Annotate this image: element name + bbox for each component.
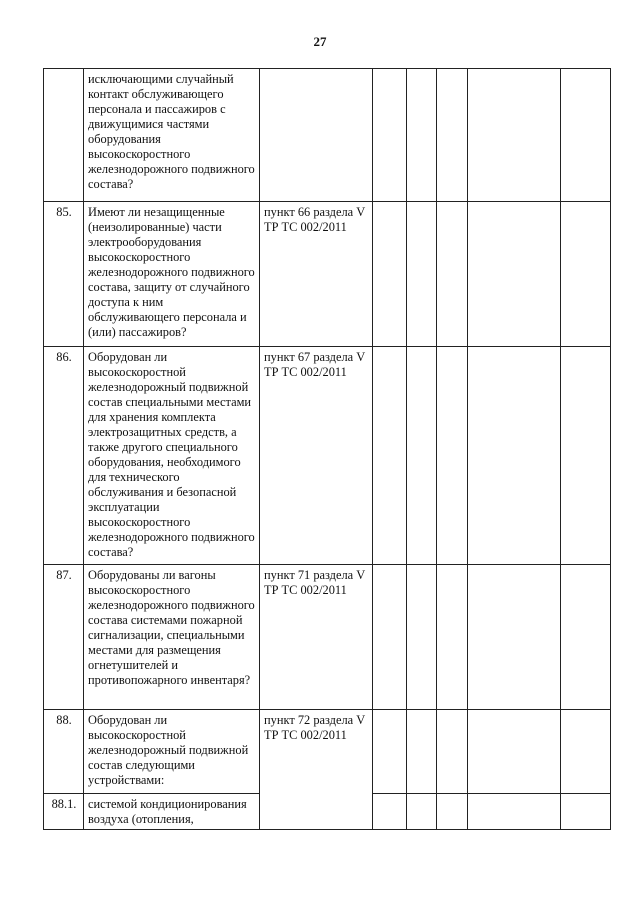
answer-not-applicable-cell [437, 347, 468, 565]
legal-reference: пункт 67 раздела V ТР ТС 002/2011 [260, 347, 373, 565]
row-number: 88. [44, 710, 84, 794]
extra-cell [561, 69, 611, 202]
requirement-question: Оборудован ли высокоскоростной железнодорожный подвижной состав специальными местами для хранения комплекта электрозащитных средств, а также другого специального оборудования, необходимого для технического обслуживания и безопасной эксплуатации высокоскоростного железнодорожного подвижного состава? [84, 347, 260, 565]
row-number: 88.1. [44, 794, 84, 830]
extra-cell [561, 202, 611, 347]
answer-not-applicable-cell [437, 565, 468, 710]
answer-yes-cell [373, 565, 407, 710]
notes-cell [468, 794, 561, 830]
extra-cell [561, 710, 611, 794]
answer-yes-cell [373, 202, 407, 347]
answer-yes-cell [373, 710, 407, 794]
checklist-table [43, 68, 611, 830]
answer-no-cell [407, 565, 437, 710]
requirement-question: Оборудован ли высокоскоростной железнодорожный подвижной состав следующими устройствами: [84, 710, 260, 794]
requirement-question: Имеют ли незащищенные (неизолированные) части электрооборудования высокоскоростного железнодорожного подвижного состава, защиту от случайного доступа к ним обслуживающего персонала и (или) пассажиров? [84, 202, 260, 347]
answer-no-cell [407, 202, 437, 347]
answer-yes-cell [373, 794, 407, 830]
page-number: 27 [313, 34, 327, 49]
legal-reference: пункт 71 раздела V ТР ТС 002/2011 [260, 565, 373, 710]
table-row [44, 710, 611, 794]
requirement-question: Оборудованы ли вагоны высокоскоростного железнодорожного подвижного состава системами пожарной сигнализации, специальными местами для размещения огнетушителей и противопожарного инвентаря? [84, 565, 260, 710]
answer-not-applicable-cell [437, 202, 468, 347]
row-number [44, 69, 84, 202]
row-number: 87. [44, 565, 84, 710]
extra-cell [561, 565, 611, 710]
table-row [44, 202, 611, 347]
table-row [44, 565, 611, 710]
table-row [44, 69, 611, 202]
answer-no-cell [407, 347, 437, 565]
requirement-question: исключающими случайный контакт обслуживающего персонала и пассажиров с движущимися частями оборудования высокоскоростного железнодорожного подвижного состава? [84, 69, 260, 202]
extra-cell [561, 794, 611, 830]
legal-reference: пункт 66 раздела V ТР ТС 002/2011 [260, 202, 373, 347]
answer-not-applicable-cell [437, 69, 468, 202]
extra-cell [561, 347, 611, 565]
answer-no-cell [407, 69, 437, 202]
answer-not-applicable-cell [437, 710, 468, 794]
notes-cell [468, 565, 561, 710]
answer-no-cell [407, 794, 437, 830]
notes-cell [468, 202, 561, 347]
answer-yes-cell [373, 347, 407, 565]
requirement-question: системой кондиционирования воздуха (отопления, [84, 794, 260, 830]
notes-cell [468, 710, 561, 794]
table-row [44, 347, 611, 565]
notes-cell [468, 69, 561, 202]
row-number: 85. [44, 202, 84, 347]
answer-not-applicable-cell [437, 794, 468, 830]
answer-yes-cell [373, 69, 407, 202]
legal-reference [260, 69, 373, 202]
legal-reference: пункт 72 раздела V ТР ТС 002/2011 [260, 710, 373, 830]
answer-no-cell [407, 710, 437, 794]
row-number: 86. [44, 347, 84, 565]
notes-cell [468, 347, 561, 565]
